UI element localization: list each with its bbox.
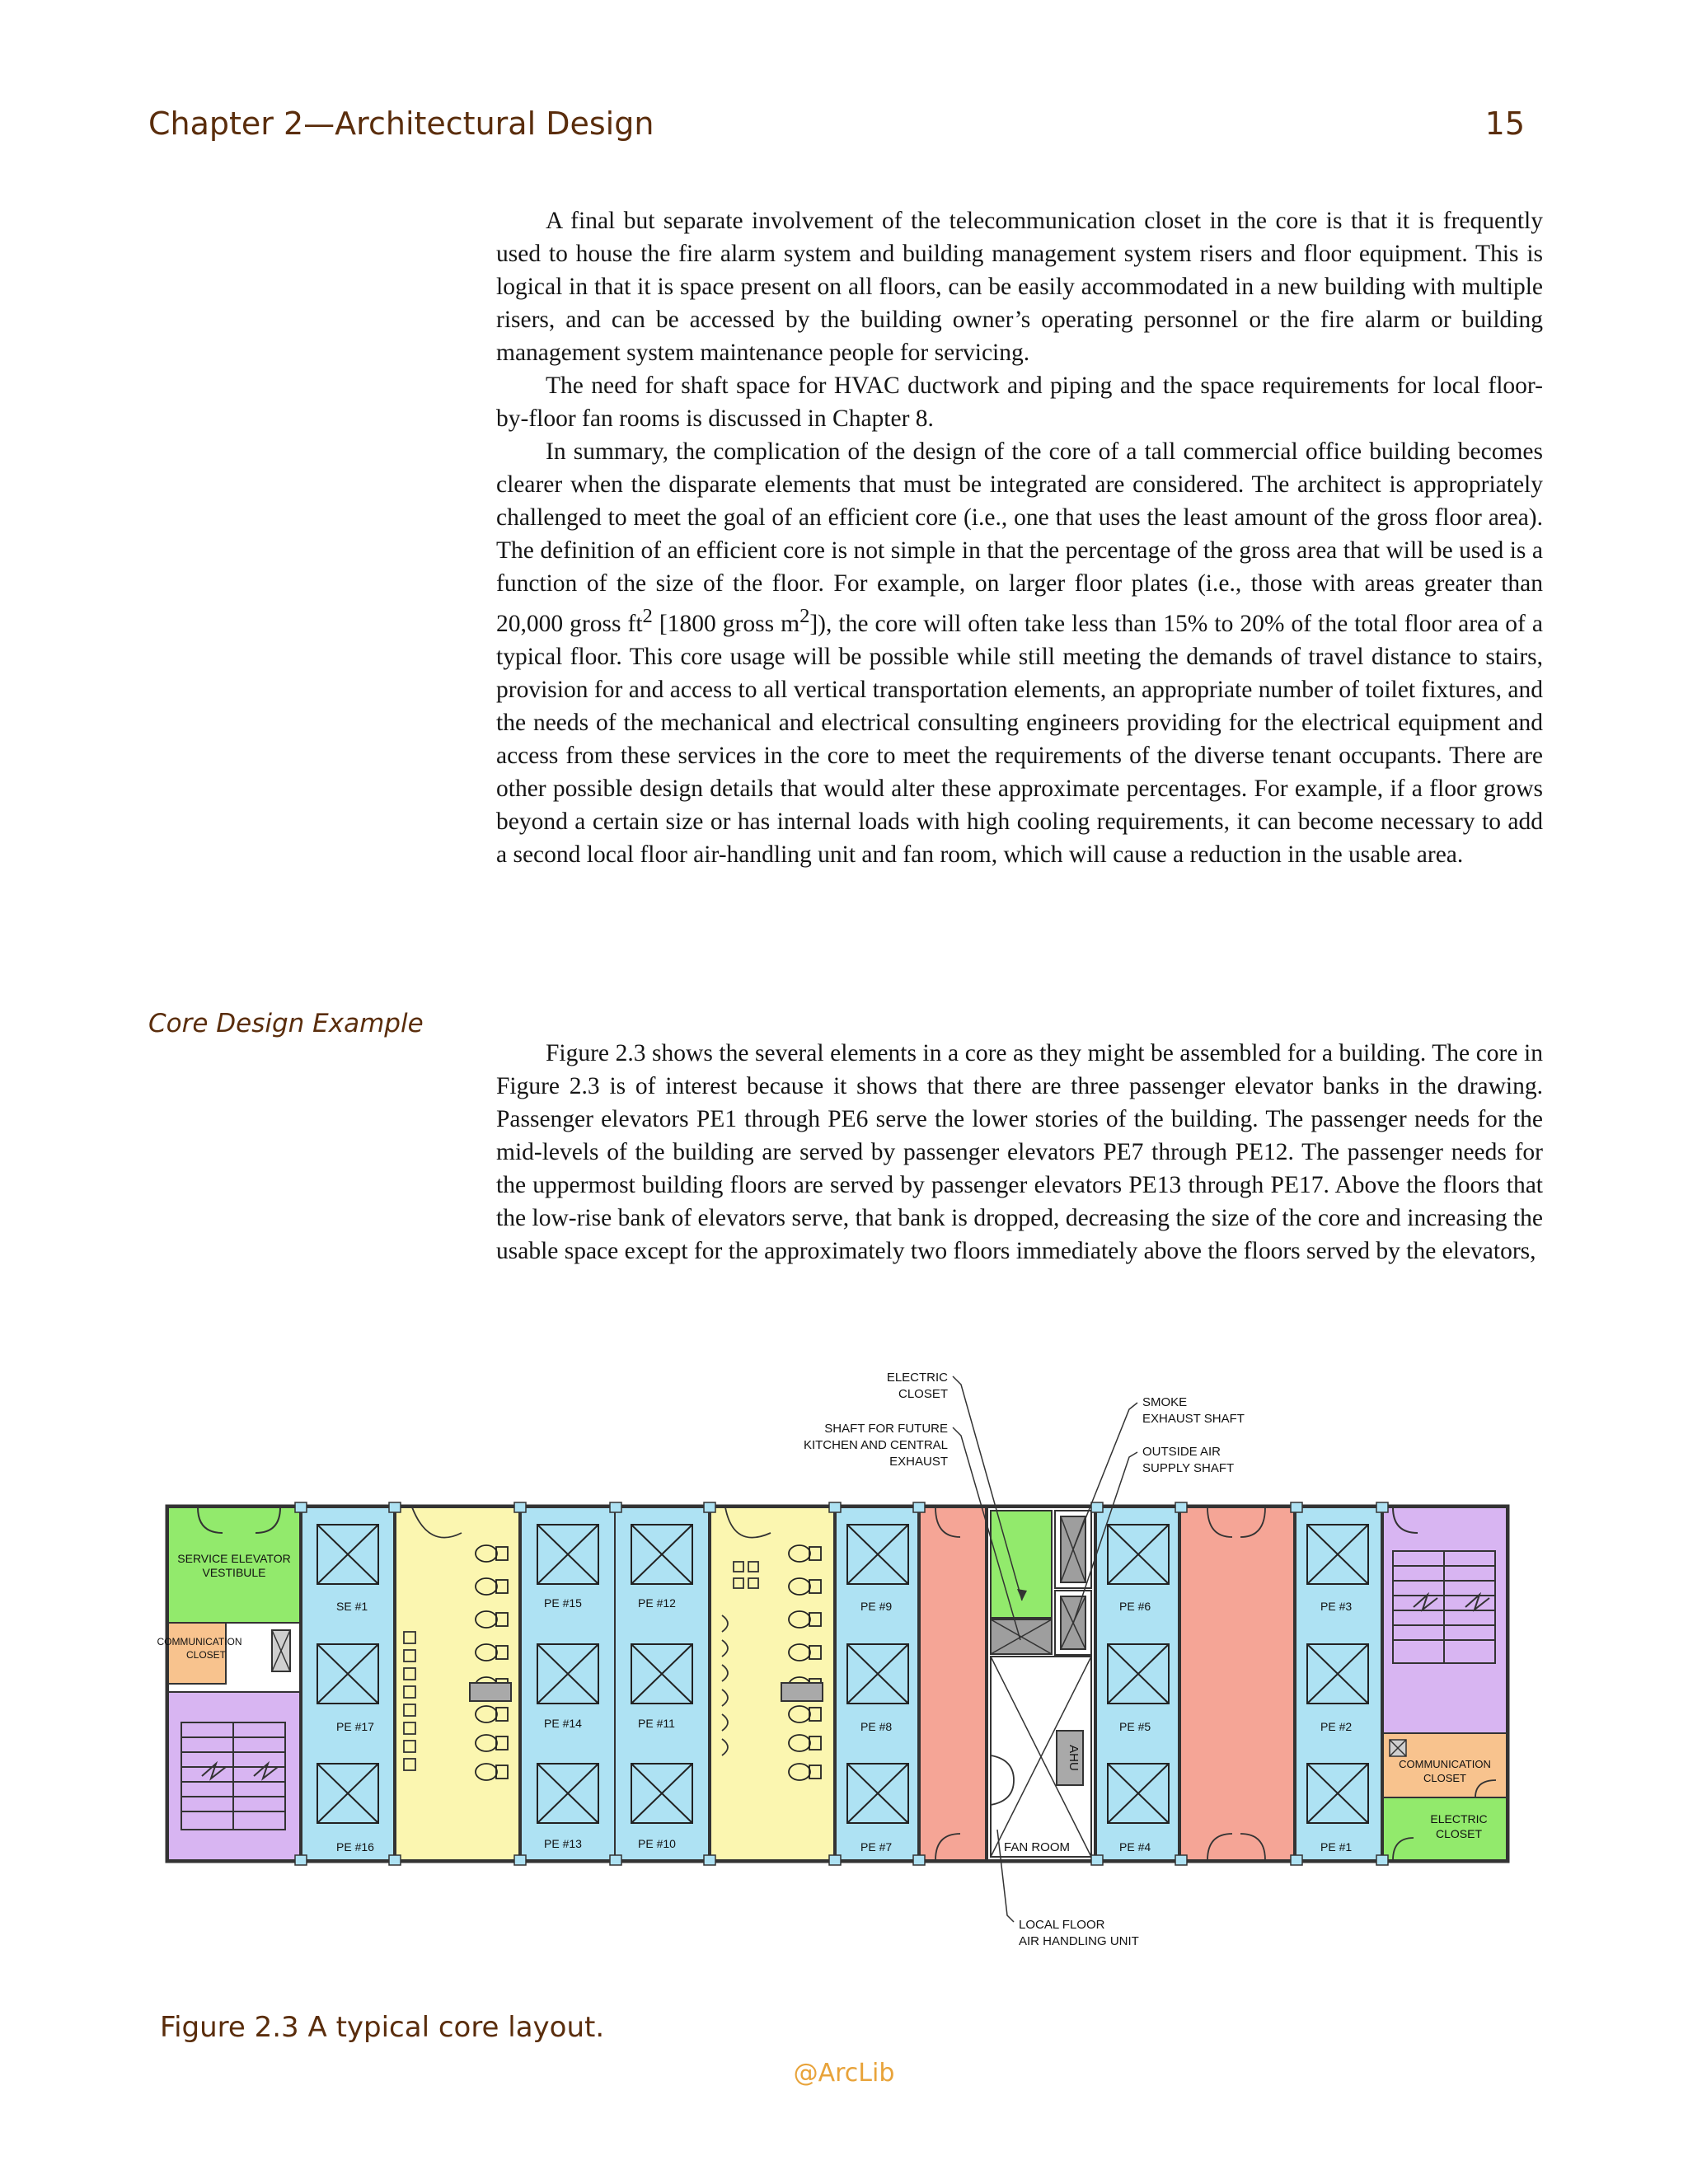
chapter-title: Chapter 2—Architectural Design	[148, 105, 654, 142]
callout-local-ahu-2: AIR HANDLING UNIT	[1019, 1934, 1139, 1948]
label-pe16: PE #16	[336, 1840, 374, 1854]
callout-shaft-future-3: EXHAUST	[889, 1455, 948, 1469]
label-pe15: PE #15	[544, 1596, 582, 1610]
elevator-lobby-left	[920, 1507, 986, 1860]
label-service-vestibule: SERVICE ELEVATOR	[177, 1552, 291, 1565]
label-pe11: PE #11	[638, 1717, 675, 1730]
label-pe1: PE #1	[1320, 1840, 1353, 1854]
callout-local-ahu: LOCAL FLOOR	[1019, 1918, 1105, 1932]
elevator-col-pe15-13	[521, 1507, 615, 1860]
elevator-bank-left	[302, 1507, 394, 1860]
label-pe8: PE #8	[860, 1720, 893, 1733]
body-text-top	[496, 204, 1543, 871]
label-se1: SE #1	[336, 1600, 368, 1613]
body-text-core	[496, 1037, 1543, 1268]
label-comm-closet-left: COMMUNICATION	[157, 1636, 242, 1647]
label-fan-room: FAN ROOM	[1003, 1840, 1071, 1854]
elevator-lobby-right	[1180, 1507, 1294, 1860]
label-comm-closet-right: COMMUNICATION	[1399, 1758, 1491, 1770]
label-pe6: PE #6	[1119, 1600, 1151, 1613]
callout-smoke-exhaust-2: EXHAUST SHAFT	[1142, 1412, 1245, 1426]
label-electric-closet-right-2: CLOSET	[1435, 1827, 1483, 1840]
label-service-vestibule-2: VESTIBULE	[202, 1566, 266, 1579]
label-pe9: PE #9	[860, 1600, 893, 1613]
label-pe12: PE #12	[638, 1596, 676, 1610]
label-pe13: PE #13	[544, 1837, 582, 1850]
label-pe5: PE #5	[1119, 1720, 1151, 1733]
label-electric-closet-right: ELECTRIC	[1430, 1812, 1488, 1825]
label-pe14: PE #14	[544, 1717, 582, 1730]
elevator-col-pe12-10	[615, 1507, 709, 1860]
callout-electric-closet: ELECTRIC	[886, 1371, 948, 1385]
summary-paragraph: In summary, the complication of the design of the core of a tall commercial office building becomes clearer when the disparate elements that must be integrated are considered. The architect is appropriately challenged to meet the goal of an efficient core (i.e., one that uses the least amount of the gross floor area). The definition of an efficient core is not simple in that the percentage of the gross area that will be used is a function of the size of the floor. For example, on larger floor plates (i.e., those with areas greater than 20,000 gross $ft^2$ [1800 gross $m^2$]), the core will often take less than 15% to 20% of the total floor area of a typical floor. This core usage will be possible while still meeting the demands of travel distance to stairs, provision for and access to all vertical transportation elements, an appropriate number of toilet fixtures, and the needs of the mechanical and electrical consulting engineers providing for the electrical equipment and access from these services in the core to meet the requirements of the diverse tenant occupants. There are other possible design details that would alter these approximate percentages. For example, if a floor grows beyond a certain size or has internal loads with high cooling requirements, it can become necessary to add a second local floor air-handling unit and fan room, which will cause a reduction in the usable area.	[496, 438, 1543, 868]
label-comm-closet-right-2: CLOSET	[1423, 1772, 1467, 1784]
paragraph: The need for shaft space for HVAC ductwork and piping and the space requirements for local floor-by-floor fan rooms is discussed in Chapter 8.	[496, 373, 1543, 432]
callout-outside-air: OUTSIDE AIR	[1142, 1445, 1221, 1459]
label-pe3: PE #3	[1320, 1600, 1353, 1613]
shaft-future-exhaust	[991, 1511, 1052, 1618]
label-comm-closet-left-2: CLOSET	[185, 1649, 227, 1661]
figure-caption: Figure 2.3 A typical core layout.	[160, 2011, 605, 2044]
callout-smoke-exhaust: SMOKE	[1142, 1395, 1188, 1409]
label-ahu: AHU	[1067, 1745, 1081, 1771]
callout-shaft-future-2: KITCHEN AND CENTRAL	[803, 1438, 948, 1452]
floor-plan-drawing	[157, 1368, 1558, 1986]
callout-electric-closet-2: CLOSET	[898, 1387, 948, 1401]
figure-core-layout	[157, 1368, 1558, 1986]
paragraph: A final but separate involvement of the telecommunication closet in the core is that it is frequently used to house the fire alarm system and building management system risers and floor equipment. This is logical in that it is space present on all floors, can be easily accommodated in a new building with multiple risers, and can be accessed by the building owner’s operating personnel or the fire alarm or building management system maintenance people for servicing.	[496, 208, 1543, 366]
callout-shaft-future: SHAFT FOR FUTURE	[824, 1422, 948, 1436]
watermark: @ArcLib	[793, 2059, 895, 2088]
service-vestibule	[168, 1507, 300, 1623]
side-heading: Core Design Example	[148, 1009, 424, 1038]
core-paragraph: Figure 2.3 shows the several elements in a core as they might be assembled for a building. The core in Figure 2.3 is of interest because it shows that there are three passenger elevator banks in the drawing. Passenger elevators PE1 through PE6 serve the lower stories of the building. The passenger needs for the mid-levels of the building are served by passenger elevators PE7 through PE12. The passenger needs for the uppermost building floors are served by passenger elevators PE13 through PE17. Above the floors that the low-rise bank of elevators serve, that bank is dropped, decreasing the size of the core and increasing the usable space except for the approximately two floors immediately above the floors served by the elevators,	[496, 1040, 1543, 1264]
label-pe4: PE #4	[1119, 1840, 1151, 1854]
label-pe17: PE #17	[336, 1720, 374, 1733]
label-pe2: PE #2	[1320, 1720, 1353, 1733]
callout-outside-air-2: SUPPLY SHAFT	[1142, 1461, 1235, 1475]
label-pe7: PE #7	[860, 1840, 893, 1854]
label-pe10: PE #10	[638, 1837, 676, 1850]
page-number: 15	[1484, 105, 1525, 142]
